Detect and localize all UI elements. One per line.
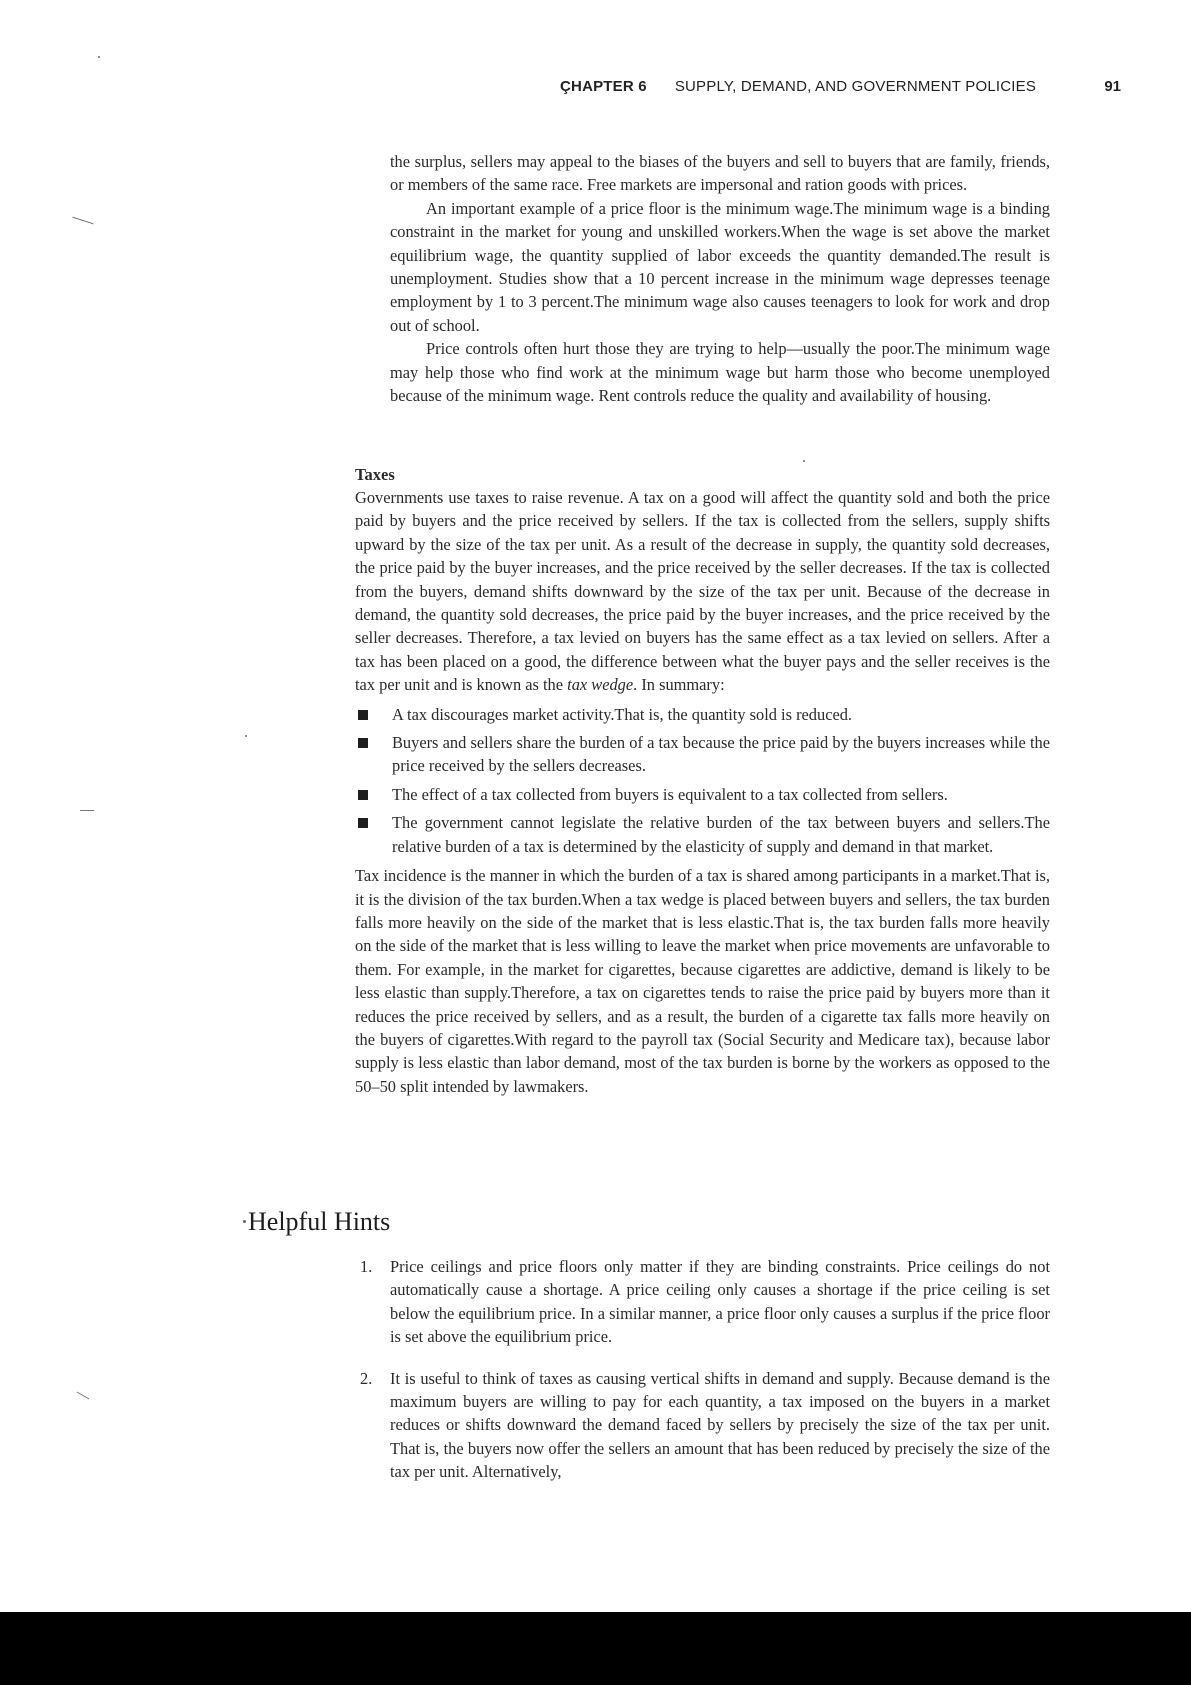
running-header xyxy=(560,78,1121,95)
page-number: 91 xyxy=(1104,78,1121,95)
taxes-paragraph xyxy=(355,486,1050,697)
intro-paragraph: the surplus, sellers may appeal to the biases of the buyers and sell to buyers that are family, friends, or members of the same race. Free markets are impersonal and ration goods with prices. xyxy=(390,152,1050,195)
hint-number: 1. xyxy=(360,1257,373,1276)
intro-text xyxy=(390,150,1050,407)
scan-mark xyxy=(77,1392,90,1400)
tax-summary-list xyxy=(355,703,1050,858)
list-item-text: Buyers and sellers share the burden of a tax because the price paid by the buyers increases while the price received by the sellers decreases. xyxy=(392,733,1050,776)
hint-text: It is useful to think of taxes as causing vertical shifts in demand and supply. Because demand is the maximum buyers are willing to pay for each quantity, a tax imposed on the buyers in a market reduces or shifts downward the demand faced by sellers by precisely the size of the tax per unit. That is, the buyers now offer the sellers an amount that has been reduced by precisely the size of the tax per unit. Alternatively, xyxy=(390,1368,1050,1482)
summary-lead: . In summary: xyxy=(633,675,725,695)
list-item xyxy=(355,811,1050,858)
list-item xyxy=(355,783,1050,806)
helpful-hints-list xyxy=(355,1255,1050,1502)
scan-speck xyxy=(803,460,805,462)
chapter-label: ÇHAPTER 6 xyxy=(560,78,647,95)
helpful-hints-heading: Helpful Hints xyxy=(248,1207,391,1236)
taxes-heading: Taxes xyxy=(355,465,395,484)
chapter-title: SUPPLY, DEMAND, AND GOVERNMENT POLICIES xyxy=(674,78,1037,95)
hint-text: Price ceilings and price floors only matter if they are binding constraints. Price ceilings do not automatically cause a shortage. A price ceiling only causes a shortage if the price ceiling is set below the equilibrium price. In a similar manner, a price floor only causes a surplus if the price floor is set above the equilibrium price. xyxy=(390,1257,1050,1347)
scan-speck xyxy=(98,56,100,58)
hint-number: 2. xyxy=(360,1368,373,1388)
tax-incidence-paragraph: Tax incidence is the manner in which the burden of a tax is shared among participants in a market.That is, it is the division of the tax burden.When a tax wedge is placed between buyers and sellers, the tax burden falls more heavily on the side of the market that is less elastic.That is, the tax burden falls more heavily on the side of the market that is less willing to leave the market when price movements are unfavorable to them. For example, in the market for cigarettes, because cigarettes are addictive, demand is likely to be less elastic than supply.Therefore, a tax on cigarettes tends to raise the price paid by buyers more than it reduces the price received by sellers, and as a result, the burden of a cigarette tax falls more heavily on the buyers of cigarettes.With regard to the payroll tax (Social Security and Medicare tax), because labor supply is less elastic than labor demand, most of the tax burden is borne by the workers as opposed to the 50–50 split intended by lawmakers. xyxy=(355,866,1050,1096)
square-bullet-icon xyxy=(358,738,368,748)
hint-item xyxy=(355,1367,1050,1484)
square-bullet-icon xyxy=(358,710,368,720)
scan-speck xyxy=(243,1220,246,1223)
list-item-text: A tax discourages market activity.That is, the quantity sold is reduced. xyxy=(392,704,853,724)
tax-wedge-term: tax wedge xyxy=(567,675,634,695)
scan-mark xyxy=(80,810,94,811)
list-item xyxy=(355,703,1050,726)
intro-paragraph: An important example of a price floor is the minimum wage.The minimum wage is a binding constraint in the market for young and unskilled workers.When the wage is set above the market equilibrium wage, the quantity supplied of labor exceeds the quantity demanded.The result is unemployment. Studies show that a 10 percent increase in the minimum wage depresses teenage employment by 1 to 3 percent.The minimum wage also causes teenagers to look for work and drop out of school. xyxy=(390,198,1050,335)
square-bullet-icon xyxy=(358,790,368,800)
taxes-paragraph-text: Governments use taxes to raise revenue. A tax on a good will affect the quantity sold and both the price paid by buyers and the price received by sellers. If the tax is collected from the sellers, supply shifts upward by the size of the tax per unit. As a result of the decrease in supply, the quantity sold decreases, the price paid by the buyer increases, and the price received by the seller decreases. If the tax is collected from the buyers, demand shifts downward by the size of the tax per unit. Because of the decrease in demand, the quantity sold decreases, the price paid by the buyer increases, and the price received by the seller decreases. Therefore, a tax levied on buyers has the same effect as a tax levied on sellers. After a tax has been placed on a good, the difference between what the buyer pays and the seller receives is the tax per unit and is known as the xyxy=(355,488,1050,695)
list-item-text: The government cannot legislate the relative burden of the tax between buyers and sellers.The relative burden of a tax is determined by the elasticity of supply and demand in that market. xyxy=(392,813,1050,856)
hint-item xyxy=(355,1255,1050,1349)
scan-bottom-border xyxy=(0,1612,1191,1685)
list-item xyxy=(355,731,1050,778)
scan-speck xyxy=(245,735,247,737)
list-item-text: The effect of a tax collected from buyers is equivalent to a tax collected from sellers. xyxy=(392,784,948,804)
taxes-section xyxy=(355,463,1050,1098)
intro-paragraph: Price controls often hurt those they are trying to help—usually the poor.The minimum wage may help those who find work at the minimum wage but harm those who become unemployed because of the minimum wage. Rent controls reduce the quality and availability of housing. xyxy=(390,339,1050,406)
square-bullet-icon xyxy=(358,818,368,828)
scan-mark xyxy=(72,217,93,225)
